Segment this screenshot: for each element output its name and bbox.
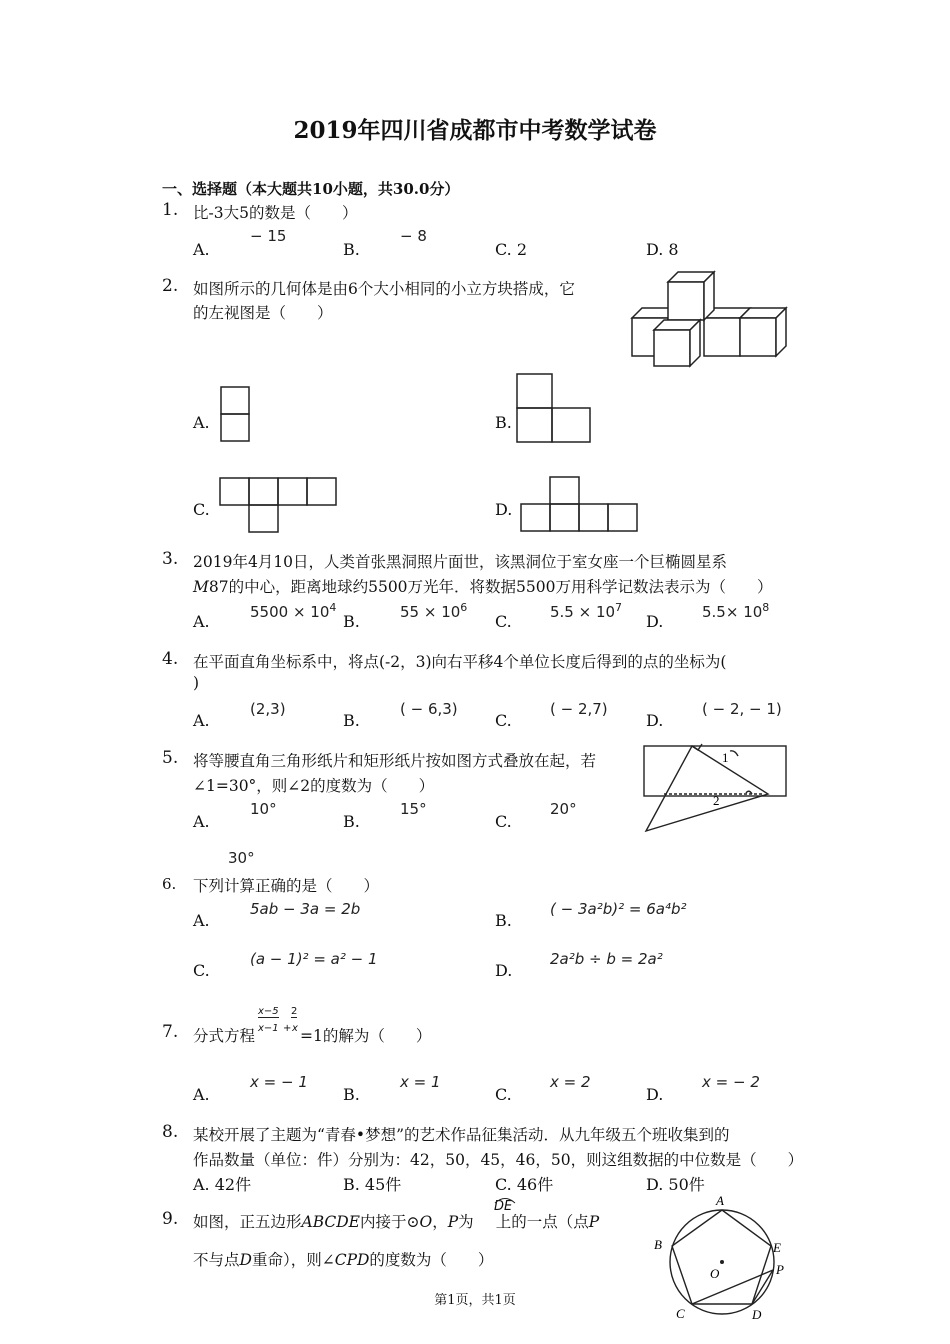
option-d-math: $5.5\times 10^8$: [702, 601, 770, 621]
option-c-math: x = 2: [550, 1073, 591, 1091]
option-a-math: 10°: [250, 800, 277, 818]
option-b-math: 15°: [400, 800, 427, 818]
question-text-line2: ): [193, 674, 200, 692]
triangle-rectangle-figure: [640, 742, 790, 834]
option-d-label: D.: [495, 961, 513, 980]
option-b-label: B.: [343, 711, 360, 730]
question-text: 下列计算正确的是（ ）: [193, 877, 380, 895]
option-c-figure: [219, 477, 337, 533]
option-b-math: ( − 3a²b)² = 6a⁴b²: [550, 900, 687, 918]
fraction-2-denominator: x: [292, 1023, 298, 1034]
arc-de-label: DE: [494, 1199, 513, 1214]
option-a-math: − 15: [250, 227, 287, 245]
question-text-line1: 如图，正五边形ABCDE内接于⊙O，P为 上的一点（点P: [193, 1213, 600, 1231]
option-c-math: ( − 2,7): [550, 700, 608, 718]
option-c-math: 20°: [550, 800, 577, 818]
option-c-label: C.: [193, 500, 210, 519]
option-d-math: ( − 2, − 1): [702, 700, 782, 718]
option-a-figure: [220, 386, 250, 442]
option-b-math: x = 1: [400, 1073, 441, 1091]
option-c: C. 2: [495, 240, 528, 259]
question-text-line1: 某校开展了主题为“青春•梦想”的艺术作品征集活动．从九年级五个班收集到的: [193, 1126, 730, 1144]
option-a-label: A.: [193, 911, 210, 930]
option-b-math: − 8: [400, 227, 427, 245]
option-a-math: x = − 1: [250, 1073, 308, 1091]
option-b-label: B.: [495, 911, 512, 930]
vertex-c-label: C: [676, 1306, 685, 1321]
center-o-label: O: [710, 1266, 720, 1281]
option-c-math: $5.5 \times 10^7$: [550, 601, 623, 621]
question-text-line1: 2019年4月10日，人类首张黑洞照片面世，该黑洞位于室女座一个巨椭圆星系: [193, 553, 728, 571]
question-number: 4.: [162, 649, 179, 669]
option-d-label: D.: [646, 711, 664, 730]
option-b-label: B.: [495, 413, 512, 432]
option-c-math: (a − 1)² = a² − 1: [250, 950, 378, 968]
option-a-label: A.: [193, 240, 210, 259]
option-a-label: A.: [193, 1085, 210, 1104]
option-b-label: B.: [343, 812, 360, 831]
vertex-e-label: E: [773, 1240, 781, 1255]
option-d: D. 50件: [646, 1175, 705, 1194]
option-a: A. 42件: [193, 1175, 252, 1194]
vertex-a-label: A: [716, 1193, 724, 1208]
question-number: 7.: [162, 1022, 179, 1042]
cube-solid-figure: [630, 272, 790, 367]
option-b-figure: [516, 373, 592, 443]
option-c-label: C.: [495, 612, 512, 631]
question-text-line2: 的左视图是（ ）: [193, 304, 333, 322]
section-heading: 一、选择题（本大题共10小题，共30.0分）: [162, 180, 460, 198]
option-c: C. 46件: [495, 1175, 554, 1194]
center-point: [720, 1260, 724, 1264]
plus-sign: +: [283, 1023, 292, 1034]
question-text-line1: 将等腰直角三角形纸片和矩形纸片按如图方式叠放在起，若: [193, 752, 597, 770]
option-b-label: B.: [343, 240, 360, 259]
question-number: 8.: [162, 1122, 179, 1142]
option-a-label: A.: [193, 711, 210, 730]
option-a-label: A.: [193, 612, 210, 631]
question-text-line2: M87的中心，距离地球约5500万光年．将数据5500万用科学记数法表示为（ ）: [193, 578, 773, 596]
question-text-post: =1的解为（ ）: [300, 1027, 432, 1045]
option-c-label: C.: [495, 711, 512, 730]
vertex-d-label: D: [752, 1307, 762, 1322]
question-number: 1.: [162, 200, 179, 220]
question-number: 5.: [162, 748, 179, 768]
option-d-label: D.: [495, 500, 513, 519]
option-b: B. 45件: [343, 1175, 402, 1194]
page-footer: 第1页，共1页: [434, 1293, 516, 1308]
option-a-math: 5ab − 3a = 2b: [250, 900, 361, 918]
angle-2-label: 2: [713, 793, 720, 808]
option-d: D. 8: [646, 240, 679, 259]
question-text-line2: ∠1=30°，则∠2的度数为（ ）: [193, 777, 435, 795]
option-b-math: $55 \times 10^6$: [400, 601, 468, 621]
option-b-label: B.: [343, 612, 360, 631]
question-text-line2: 不与点D重命），则∠CPD的度数为（ ）: [193, 1251, 494, 1269]
question-number: 9.: [162, 1209, 179, 1229]
question-text-line1: 如图所示的几何体是由6个大小相同的小立方块搭成，它: [193, 280, 575, 298]
fraction-2-numerator: 2: [291, 1006, 298, 1017]
vertex-b-label: B: [654, 1237, 662, 1252]
option-b-label: B.: [343, 1085, 360, 1104]
option-a-label: A.: [193, 812, 210, 831]
option-d-label: D.: [646, 612, 664, 631]
fraction-1-numerator: x−5: [258, 1006, 279, 1017]
option-a-math: $5500 \times 10^4$: [250, 601, 337, 621]
fraction-1-denominator: x−1: [258, 1023, 279, 1034]
option-d-figure: [520, 476, 639, 532]
option-c-label: C.: [495, 1085, 512, 1104]
point-p-label: P: [776, 1262, 784, 1277]
question-text-line1: 在平面直角坐标系中，将点(-2，3)向右平移4个单位长度后得到的点的坐标为(: [193, 653, 727, 671]
question-text-line2: 作品数量（单位：件）分别为：42，50，45，46，50，则这组数据的中位数是（ ）: [193, 1151, 804, 1169]
question-number: 3.: [162, 549, 179, 569]
question-number: 6.: [162, 875, 177, 893]
question-text: 比-3大5的数是（ ）: [193, 204, 358, 222]
question-number: 2.: [162, 276, 179, 296]
page-title: 2019年四川省成都市中考数学试卷: [293, 117, 657, 144]
option-a-label: A.: [193, 413, 210, 432]
option-d-math: 30°: [228, 849, 255, 867]
angle-1-label: 1: [722, 750, 729, 765]
option-a-math: (2,3): [250, 700, 286, 718]
option-d-label: D.: [646, 1085, 664, 1104]
arc-symbol: [493, 1196, 517, 1204]
option-d-math: 2a²b ÷ b = 2a²: [550, 950, 663, 968]
option-b-math: ( − 6,3): [400, 700, 458, 718]
option-d-math: x = − 2: [702, 1073, 760, 1091]
question-text-pre: 分式方程: [193, 1027, 256, 1045]
option-c-label: C.: [495, 812, 512, 831]
option-c-label: C.: [193, 961, 210, 980]
